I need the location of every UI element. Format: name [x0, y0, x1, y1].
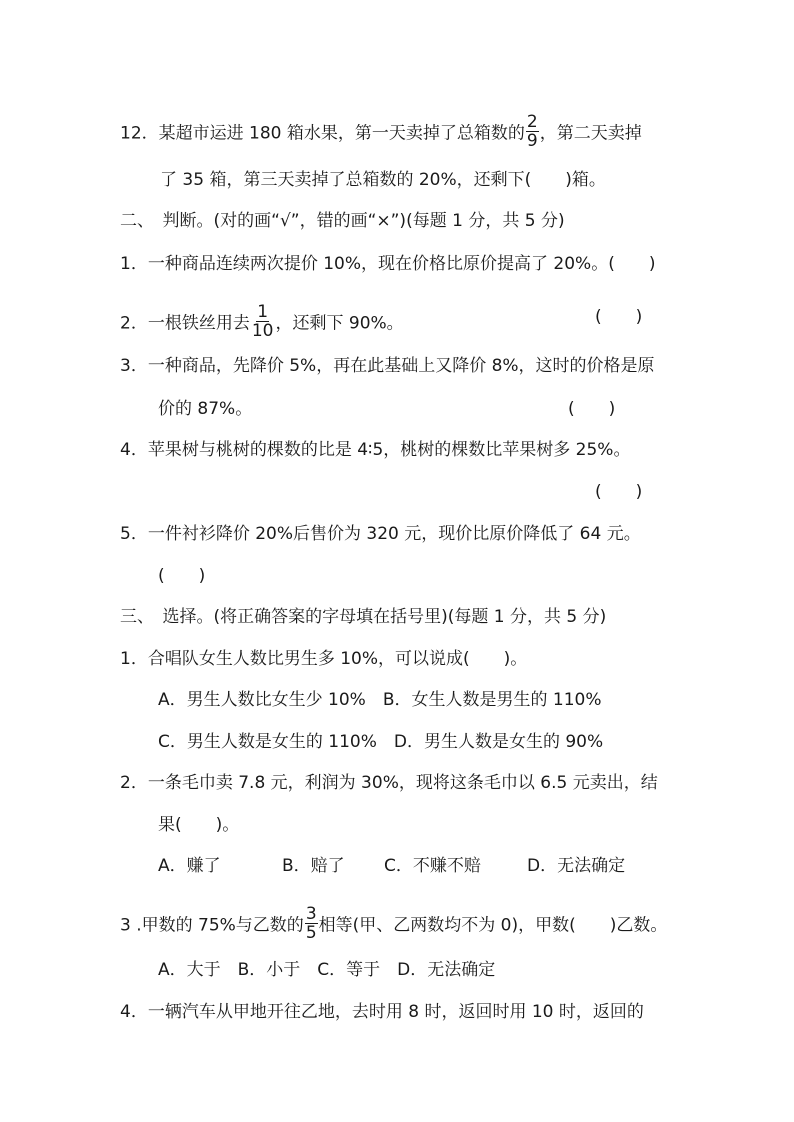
- section3-header: 三、 选择。(将正确答案的字母填在括号里)(每题 1 分，共 5 分): [120, 607, 607, 627]
- fraction-numerator: 3: [305, 904, 317, 924]
- choice-q2-line1: 2．一条毛巾卖 7.8 元，利润为 30%，现将这条毛巾以 6.5 元卖出，结: [120, 773, 658, 793]
- choice-q3-pre: 3 .甲数的 75%与乙数的: [120, 915, 304, 936]
- judge-item-4-line1: 4．苹果树与桃树的棵数的比是 4∶5，桃树的棵数比苹果树多 25%。: [120, 440, 631, 460]
- judge-item-5-line1: 5．一件衬衫降价 20%后售价为 320 元，现价比原价降低了 64 元。: [120, 524, 641, 544]
- section2-header: 二、 判断。(对的画“√”，错的画“×”)(每题 1 分，共 5 分): [120, 211, 565, 231]
- choice-q3-options: A．大于 B．小于 C．等于 D．无法确定: [158, 960, 496, 980]
- q12-line2: [160, 168, 606, 192]
- choice-q1-options-row2: C．男生人数是女生的 110% D．男生人数是女生的 90%: [158, 732, 604, 752]
- q12-text-pre: 12．某超市运进 180 箱水果，第一天卖掉了总箱数的: [120, 123, 525, 144]
- fraction-denominator: 9: [526, 131, 538, 151]
- choice-q1-stem: 1．合唱队女生人数比男生多 10%，可以说成( )。: [120, 649, 528, 669]
- q12-line1: [120, 112, 642, 152]
- fraction-numerator: 2: [526, 112, 538, 132]
- judge-item-2-post: ，还剩下 90%。: [275, 313, 404, 334]
- answer-paren[interactable]: ( ): [595, 307, 643, 327]
- choice-q1-options-row1: A．男生人数比女生少 10% B．女生人数是男生的 110%: [158, 690, 602, 710]
- q12-line2-text: 了 35 箱，第三天卖掉了总箱数的 20%，还剩下( )箱。: [160, 170, 606, 190]
- q12-fraction: [526, 113, 539, 150]
- fraction-denominator: 10: [251, 321, 274, 341]
- judge-item-2-fraction: [251, 303, 275, 340]
- judge-item-3-line1: 3．一种商品，先降价 5%，再在此基础上又降价 8%，这时的价格是原: [120, 356, 655, 376]
- choice-q2-option-b: B．赔了: [282, 856, 345, 876]
- judge-item-3-line2: 价的 87%。: [158, 399, 253, 419]
- fraction-denominator: 5: [305, 923, 317, 943]
- choice-q3-stem: [120, 904, 668, 944]
- answer-paren[interactable]: ( ): [158, 566, 206, 586]
- choice-q2-line2: 果( )。: [158, 815, 240, 835]
- answer-paren[interactable]: ( ): [595, 482, 643, 502]
- choice-q3-post: 相等(甲、乙两数均不为 0)，甲数( )乙数。: [318, 915, 668, 936]
- answer-paren[interactable]: ( ): [568, 399, 616, 419]
- choice-q4-line1: 4．一辆汽车从甲地开往乙地，去时用 8 时，返回时用 10 时，返回的: [120, 1002, 644, 1022]
- choice-q2-option-c: C．不赚不赔: [384, 856, 481, 876]
- choice-q2-option-a: A．赚了: [158, 856, 221, 876]
- choice-q3-fraction: [305, 905, 318, 942]
- choice-q2-option-d: D．无法确定: [527, 856, 626, 876]
- fraction-numerator: 1: [257, 302, 269, 322]
- judge-item-2: [120, 302, 404, 342]
- judge-item-1: 1．一种商品连续两次提价 10%，现在价格比原价提高了 20%。( ): [120, 254, 656, 274]
- judge-item-2-pre: 2．一根铁丝用去: [120, 313, 250, 334]
- q12-text-post: ，第二天卖掉: [539, 123, 642, 144]
